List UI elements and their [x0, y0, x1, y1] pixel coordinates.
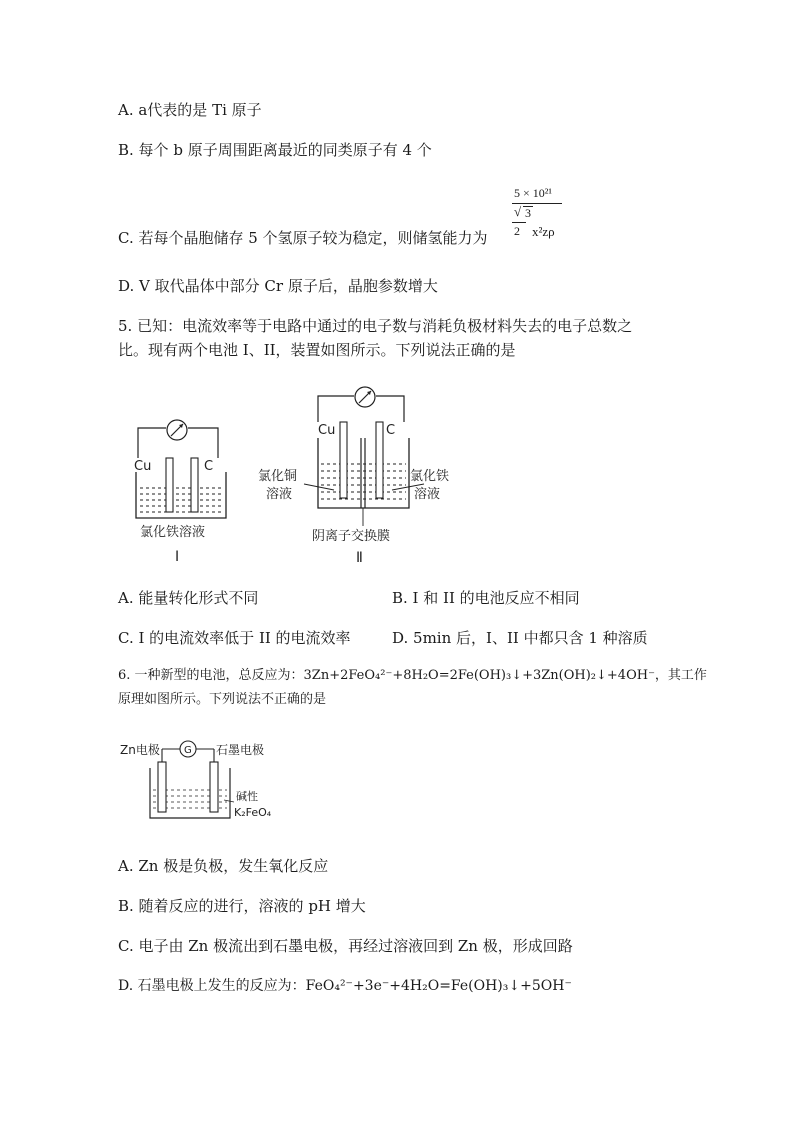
c-electrode — [376, 422, 383, 498]
fig2-numeral: Ⅱ — [356, 550, 363, 566]
q6-option-a: A. Zn 极是负极，发生氧化反应 — [118, 857, 329, 875]
fig1-numeral: Ⅰ — [175, 549, 180, 565]
q6-option-d: D. 石墨电极上发生的反应为：FeO₄²⁻+3e⁻+4H₂O=Fe(OH)₃↓+5OH⁻ — [118, 978, 572, 994]
wire-right — [376, 396, 404, 422]
q5-option-d: D. 5min 后，I、II 中都只含 1 种溶质 — [392, 629, 648, 647]
cu-electrode — [340, 422, 347, 498]
c-electrode — [191, 458, 198, 512]
cu-electrode — [166, 458, 173, 512]
membrane-label: 阴离子交换膜 — [312, 529, 391, 544]
q6-option-b: B. 随着反应的进行，溶液的 pH 增大 — [118, 897, 366, 915]
fraction-den-rest: x²zρ — [532, 224, 555, 239]
cu-label: Cu — [134, 459, 152, 474]
q6-stem-line2: 原理如图所示。下列说法不正确的是 — [118, 692, 327, 707]
sqrt-value: 3 — [525, 206, 531, 220]
right-solution-line2: 溶液 — [414, 487, 441, 502]
zn-electrode — [158, 762, 166, 812]
q6-stem-line1: 6. 一种新型的电池，总反应为：3Zn+2FeO₄²⁻+8H₂O=2Fe(OH)₃↓+3Zn(OH)₂↓+4OH⁻，其工作 — [118, 668, 707, 683]
q5-stem-line1: 5. 已知：电流效率等于电路中通过的电子数与消耗负极材料失去的电子总数之 — [118, 317, 633, 335]
fig1-solution-label: 氯化铁溶液 — [140, 525, 206, 540]
fraction-den-two: 2 — [514, 224, 520, 238]
graphite-electrode-label: 石墨电极 — [216, 743, 265, 757]
graphite-electrode — [210, 762, 218, 812]
zn-electrode-label: Zn电极 — [120, 743, 160, 757]
beaker — [136, 472, 226, 518]
q6-option-c: C. 电子由 Zn 极流出到石墨电极，再经过溶液回到 Zn 极，形成回路 — [118, 937, 573, 955]
q4-option-b: B. 每个 b 原子周围距离最近的同类原子有 4 个 — [118, 141, 432, 159]
q5-option-c: C. I 的电流效率低于 II 的电流效率 — [118, 629, 351, 647]
wire-right — [188, 428, 218, 458]
solution-fill — [140, 488, 222, 512]
battery-diagram-2 — [252, 386, 462, 571]
galvanometer-label: G — [184, 745, 192, 756]
battery-diagram-1 — [126, 416, 236, 576]
c-label: C — [204, 459, 214, 474]
q5-option-b: B. I 和 II 的电池反应不相同 — [392, 589, 580, 607]
q4-option-a: A. a代表的是 Ti 原子 — [118, 101, 262, 119]
storage-capacity-fraction — [510, 186, 570, 246]
solution-fill — [321, 464, 406, 499]
cu-label: Cu — [318, 423, 336, 438]
c-label: C — [386, 423, 396, 438]
sqrt-symbol: √ — [514, 204, 522, 219]
beaker — [318, 438, 409, 508]
zn-graphite-cell-diagram — [118, 738, 288, 828]
left-solution-line1: 氯化铜 — [258, 469, 298, 484]
right-solution-line1: 氯化铁 — [410, 469, 450, 484]
left-solution-line2: 溶液 — [266, 487, 293, 502]
wire-left — [318, 396, 354, 422]
wire-left — [138, 428, 166, 458]
q5-option-a: A. 能量转化形式不同 — [118, 589, 259, 607]
fraction-numerator: 5 × 10²¹ — [514, 186, 552, 200]
fraction-inner-bar — [512, 222, 526, 223]
solution-label-2: K₂FeO₄ — [234, 806, 272, 819]
q4-option-c: C. 若每个晶胞储存 5 个氢原子较为稳定，则储氢能力为 — [118, 229, 488, 247]
q4-option-d: D. V 取代晶体中部分 Cr 原子后，晶胞参数增大 — [118, 277, 438, 295]
q5-stem-line2: 比。现有两个电池 I、II，装置如图所示。下列说法正确的是 — [118, 341, 516, 359]
solution-label-1: 碱性 — [236, 790, 258, 803]
